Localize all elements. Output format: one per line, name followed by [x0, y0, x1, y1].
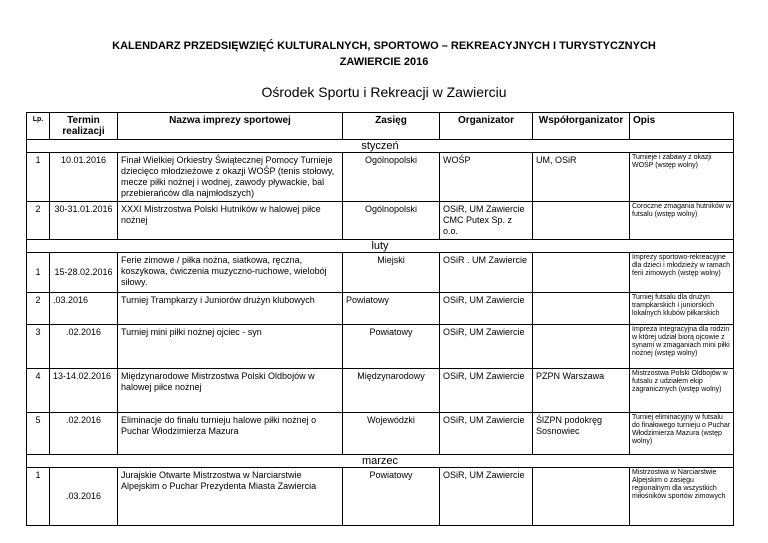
cell-organizator: OSiR, UM Zawiercie [440, 293, 533, 325]
cell-wspolorganizator [533, 325, 630, 369]
cell-opis: Turniej eliminacyjny w futsalu do finałowego turnieju o Puchar Włodzimierza Mazura (wstęp wolny) [630, 413, 734, 455]
col-header-nazwa: Nazwa imprezy sportowej [118, 113, 343, 140]
cell-lp: 1 [27, 253, 50, 293]
table-row [27, 325, 734, 369]
cell-lp: 3 [27, 325, 50, 369]
cell-lp: 2 [27, 202, 50, 240]
cell-wspolorganizator: UM, OSiR [533, 153, 630, 202]
cell-lp: 5 [27, 413, 50, 455]
cell-opis: Mistrzostwa w Narciarstwie Alpejskim o zasięgu regionalnym dla wszystkich miłośników sportów zimowych [630, 468, 734, 526]
cell-organizator: OSiR, UM Zawiercie [440, 468, 533, 526]
cell-organizator: OSiR, UM Zawiercie [440, 325, 533, 369]
cell-zasieg: Ogólnopolski [343, 153, 440, 202]
cell-nazwa: XXXI Mistrzostwa Polski Hutników w halowej piłce nożnej [118, 202, 343, 240]
cell-organizator: WOŚP [440, 153, 533, 202]
cell-zasieg: Wojewódzki [343, 413, 440, 455]
cell-zasieg: Powiatowy [343, 325, 440, 369]
col-header-zasieg: Zasięg [343, 113, 440, 140]
cell-opis: Imprezy sportowo-rekreacyjne dla dzieci i młodzieży w ramach ferii zimowych (wstęp wolny) [630, 253, 734, 293]
cell-zasieg: Powiatowy [343, 293, 440, 325]
month-row [27, 140, 734, 153]
month-label: luty [27, 240, 734, 253]
col-header-organizator: Organizator [440, 113, 533, 140]
month-row [27, 240, 734, 253]
cell-nazwa: Jurajskie Otwarte Mistrzostwa w Narciarstwie Alpejskim o Puchar Prezydenta Miasta Zawiercia [118, 468, 343, 526]
cell-zasieg: Miejski [343, 253, 440, 293]
cell-opis: Impreza integracyjna dla rodzin w której udział biorą ojcowie z synami w zmaganiach mini piłki nożnej (wstęp wolny) [630, 325, 734, 369]
cell-termin: 10.01.2016 [50, 153, 118, 202]
cell-wspolorganizator: PZPN Warszawa [533, 369, 630, 413]
cell-opis: Mistrzostwa Polski Oldbojów w futsalu z udziałem ekip zagranicznych (wstęp wolny) [630, 369, 734, 413]
cell-lp: 4 [27, 369, 50, 413]
cell-lp: 1 [27, 153, 50, 202]
cell-lp: 2 [27, 293, 50, 325]
document-title-line1: KALENDARZ PRZEDSIĘWZIĘĆ KULTURALNYCH, SPORTOWO – REKREACYJNYCH I TURYSTYCZNYCH [112, 40, 656, 52]
cell-organizator: OSiR, UM Zawiercie [440, 369, 533, 413]
cell-wspolorganizator: ŚlZPN podokręg Sosnowiec [533, 413, 630, 455]
cell-zasieg: Ogólnopolski [343, 202, 440, 240]
table-row [27, 293, 734, 325]
cell-wspolorganizator [533, 468, 630, 526]
cell-nazwa: Eliminacje do finału turnieju halowe piłki nożnej o Puchar Włodzimierza Mazura [118, 413, 343, 455]
table-row [27, 253, 734, 293]
cell-organizator: OSiR . UM Zawiercie [440, 253, 533, 293]
cell-lp: 1 [27, 468, 50, 526]
month-label: styczeń [27, 140, 734, 153]
table-row [27, 153, 734, 202]
cell-termin: .02.2016 [50, 413, 118, 455]
cell-wspolorganizator [533, 202, 630, 240]
month-label: marzec [27, 455, 734, 468]
cell-zasieg: Międzynarodowy [343, 369, 440, 413]
table-row [27, 413, 734, 455]
cell-termin: 30-31.01.2016 [50, 202, 118, 240]
cell-termin: .03.2016 [50, 293, 118, 325]
cell-nazwa: Turniej mini piłki nożnej ojciec - syn [118, 325, 343, 369]
document-subtitle: Ośrodek Sportu i Rekreacji w Zawierciu [261, 84, 507, 100]
col-header-lp: Lp. [27, 113, 50, 140]
cell-organizator: OSiR, UM Zawiercie CMC Putex Sp. z o.o. [440, 202, 533, 240]
document-title-line2: ZAWIERCIE 2016 [339, 56, 429, 68]
table-row [27, 468, 734, 526]
cell-organizator: OSiR, UM Zawiercie [440, 413, 533, 455]
table-row [27, 202, 734, 240]
table-row [27, 369, 734, 413]
table-header-row [27, 113, 734, 140]
cell-nazwa: Międzynarodowe Mistrzostwa Polski Oldbojów w halowej piłce nożnej [118, 369, 343, 413]
cell-wspolorganizator [533, 293, 630, 325]
cell-termin: 15-28.02.2016 [50, 253, 118, 293]
month-row [27, 455, 734, 468]
col-header-termin: Termin realizacji [50, 113, 118, 140]
col-header-opis: Opis [630, 113, 734, 140]
cell-nazwa: Ferie zimowe / piłka nożna, siatkowa, ręczna, koszykowa, ćwiczenia muzyczno-ruchowe, wielobój siłowy. [118, 253, 343, 293]
cell-nazwa: Finał Wielkiej Orkiestry Świątecznej Pomocy Turnieje dziecięco młodzieżowe z okazji WOŚP (tenis stołowy, mecze piłki nożnej i wodnej, zawody pływackie, bal przebierańców dla najmłodszych) [118, 153, 343, 202]
events-table [26, 112, 734, 526]
cell-termin: 13-14.02.2016 [50, 369, 118, 413]
cell-termin: .03.2016 [50, 468, 118, 526]
cell-opis: Coroczne zmagania hutników w futsalu (wstęp wolny) [630, 202, 734, 240]
col-header-wspolorganizator: Współorganizator [533, 113, 630, 140]
cell-opis: Turniej futsalu dla drużyn trampkarskich i juniorskich lokalnych klubów piłkarskich [630, 293, 734, 325]
cell-termin: .02.2016 [50, 325, 118, 369]
cell-zasieg: Powiatowy [343, 468, 440, 526]
cell-opis: Turnieje i zabawy z okazji WOŚP (wstęp wolny) [630, 153, 734, 202]
cell-nazwa: Turniej Trampkarzy i Juniorów drużyn klubowych [118, 293, 343, 325]
cell-wspolorganizator [533, 253, 630, 293]
